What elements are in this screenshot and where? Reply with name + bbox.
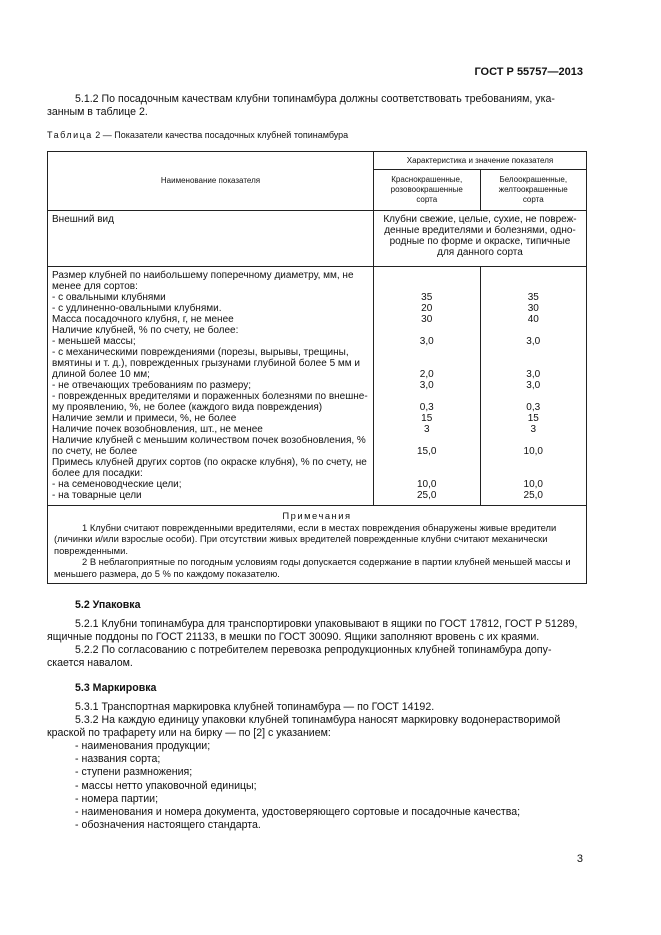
- head-col2-line: Белоокрашенные,: [499, 175, 568, 184]
- value-red: 20: [421, 303, 433, 314]
- section-5-2-title: 5.2 Упаковка: [75, 599, 141, 611]
- value-white: 25,0: [523, 490, 543, 501]
- list-item: - ступени размножения;: [75, 766, 193, 779]
- list-item: - массы нетто упаковочной единицы;: [75, 779, 257, 792]
- value-white: [485, 270, 583, 281]
- list-item: - номера партии;: [75, 792, 159, 805]
- value-white: 3,0: [526, 336, 541, 347]
- value-red: 3,0: [419, 336, 434, 347]
- section-5-3-title: 5.3 Маркировка: [75, 682, 157, 694]
- head-col1-line: Краснокрашенные,: [391, 175, 463, 184]
- value-white: [485, 468, 583, 479]
- indicator-row: вмятины и т. д.), поврежденных грызунами глубиной более 5 мм и: [52, 358, 361, 369]
- value-white: 35: [527, 292, 539, 303]
- indicator-row: Наличие почек возобновления, шт., не менее: [52, 424, 263, 435]
- value-red: 15: [421, 413, 433, 424]
- value-red: 3,0: [419, 380, 434, 391]
- value-white: [485, 281, 583, 292]
- value-white: 0,3: [526, 402, 541, 413]
- indicator-row: Наличие клубней с меньшим количеством почек возобновления, %: [52, 435, 366, 446]
- value-red: [378, 457, 476, 468]
- table-caption: [47, 130, 348, 140]
- appearance-line: для данного сорта: [437, 247, 523, 258]
- value-red: 3: [423, 424, 430, 435]
- value-red: 10,0: [417, 479, 437, 490]
- indicator-names: [48, 267, 374, 506]
- indicator-row: - на семеноводческие цели;: [52, 479, 182, 490]
- value-red: [378, 347, 476, 358]
- indicator-row: Размер клубней по наибольшему поперечному диаметру, мм, не: [52, 270, 354, 281]
- list-item: - обозначения настоящего стандарта.: [75, 819, 261, 832]
- appearance-line: Клубни свежие, целые, сухие, не повреж-: [383, 214, 577, 225]
- section-5-3-body: [47, 701, 587, 740]
- head-indicator-name: Наименование показателя: [48, 152, 374, 211]
- head-col1-line: розовоокрашенные: [390, 185, 463, 194]
- s53-line: 5.3.2 На каждую единицу упаковки клубней топинамбура наносят маркировку водонерастворимой: [75, 714, 561, 726]
- value-white: [485, 358, 583, 369]
- value-red: 15,0: [417, 446, 437, 457]
- marking-list: [75, 740, 520, 832]
- caption-text: 2 — Показатели качества посадочных клубней топинамбура: [92, 130, 349, 140]
- head-white-varieties: [480, 170, 587, 211]
- value-red: [378, 435, 476, 446]
- value-white: [485, 457, 583, 468]
- table-notes: [48, 506, 587, 584]
- intro-paragraph: [47, 93, 587, 119]
- value-red: [378, 391, 476, 402]
- list-item: - названия сорта;: [75, 753, 161, 766]
- s52-line: скается навалом.: [47, 657, 133, 669]
- standard-number: ГОСТ Р 55757—2013: [474, 66, 583, 78]
- head-characteristic: Характеристика и значение показателя: [373, 152, 586, 170]
- list-item: - наименования продукции;: [75, 740, 211, 752]
- intro-line-2: занным в таблице 2.: [47, 106, 148, 118]
- value-white: [485, 325, 583, 336]
- head-col1-line: сорта: [416, 195, 438, 204]
- value-red: 2,0: [419, 369, 434, 380]
- values-red: [373, 267, 480, 506]
- s52-line: 5.2.2 По согласованию с потребителем перевозка репродукционных клубней топинамбура допу-: [75, 644, 552, 656]
- head-red-varieties: [373, 170, 480, 211]
- indicator-row: - с механическими повреждениями (порезы, вырывы, трещины,: [52, 347, 349, 358]
- indicator-row: по счету, не более: [52, 446, 138, 457]
- value-white: 3,0: [526, 369, 541, 380]
- indicator-row: Наличие клубней, % по счету, не более:: [52, 325, 239, 336]
- indicator-row: длиной более 10 мм;: [52, 369, 150, 380]
- value-red: [378, 358, 476, 369]
- caption-prefix: Таблица: [47, 130, 93, 140]
- s53-line: 5.3.1 Транспортная маркировка клубней топинамбура — по ГОСТ 14192.: [75, 701, 435, 713]
- quality-table: [47, 151, 587, 584]
- indicator-row: му проявлению, %, не более (каждого вида повреждения): [52, 402, 323, 413]
- value-white: 3: [530, 424, 537, 435]
- appearance-name: Внешний вид: [48, 211, 374, 267]
- indicator-row: - меньшей массы;: [52, 336, 136, 347]
- value-white: [485, 391, 583, 402]
- head-col2-line: сорта: [522, 195, 544, 204]
- indicator-row: - на товарные цели: [52, 490, 142, 501]
- list-item: - наименования и номера документа, удостоверяющего сортовые и посадочные качества;: [75, 806, 521, 819]
- value-red: [378, 270, 476, 281]
- indicator-row: Наличие земли и примеси, %, не более: [52, 413, 237, 424]
- value-red: 0,3: [419, 402, 434, 413]
- value-white: 10,0: [523, 479, 543, 490]
- value-white: [485, 347, 583, 358]
- value-red: [378, 325, 476, 336]
- indicator-row: менее для сортов:: [52, 281, 138, 292]
- note-1: 1 Клубни считают поврежденными вредителями, если в местах повреждения обнаружены живые вредители (личинки и/или взрослые особи). При отсутствии живых вредителей поврежденные клубни считают механически поврежденными.: [54, 521, 557, 556]
- section-5-2-body: [47, 618, 587, 670]
- appearance-line: денные вредителями и болезнями, одно-: [384, 225, 576, 236]
- appearance-value: [373, 211, 586, 267]
- indicator-row: Примесь клубней других сортов (по окраске клубня), % по счету, не: [52, 457, 367, 468]
- s52-line: 5.2.1 Клубни топинамбура для транспортировки упаковывают в ящики по ГОСТ 17812, ГОСТ Р 51289,: [75, 618, 578, 630]
- values-white: [480, 267, 587, 506]
- value-white: 10,0: [523, 446, 543, 457]
- value-white: [485, 435, 583, 446]
- appearance-line: родные по форме и окраске, типичные: [389, 236, 571, 247]
- s53-line: краской по трафарету или на бирку — по [2] с указанием:: [47, 727, 331, 739]
- indicator-row: Масса посадочного клубня, г, не менее: [52, 314, 234, 325]
- s52-line: ящичные поддоны по ГОСТ 21133, в мешки по ГОСТ 30090. Ящики заполняют вровень с их краями.: [47, 631, 540, 643]
- value-white: 40: [527, 314, 539, 325]
- value-red: [378, 468, 476, 479]
- intro-line-1: 5.1.2 По посадочным качествам клубни топинамбура должны соответствовать требованиям, ука-: [75, 93, 555, 105]
- indicator-row: - поврежденных вредителями и пораженных болезнями по внешне-: [52, 391, 368, 402]
- notes-title: Примечания: [282, 510, 352, 521]
- indicator-row: - с удлиненно-овальными клубнями.: [52, 303, 222, 314]
- indicator-row: более для посадки:: [52, 468, 143, 479]
- page-number: 3: [576, 853, 583, 865]
- head-col2-line: желтоокрашенные: [498, 185, 568, 194]
- value-white: 15: [527, 413, 539, 424]
- value-white: 30: [527, 303, 539, 314]
- indicator-row: - не отвечающих требованиям по размеру;: [52, 380, 252, 391]
- value-red: [378, 281, 476, 292]
- indicator-row: - с овальными клубнями: [52, 292, 166, 303]
- value-red: 35: [421, 292, 433, 303]
- value-red: 25,0: [417, 490, 437, 501]
- value-red: 30: [421, 314, 433, 325]
- note-2: 2 В неблагоприятные по погодным условиям годы допускается содержание в партии клубней меньшей массы и меньшего размера, до 5 % по каждому показателю.: [54, 556, 571, 579]
- value-white: 3,0: [526, 380, 541, 391]
